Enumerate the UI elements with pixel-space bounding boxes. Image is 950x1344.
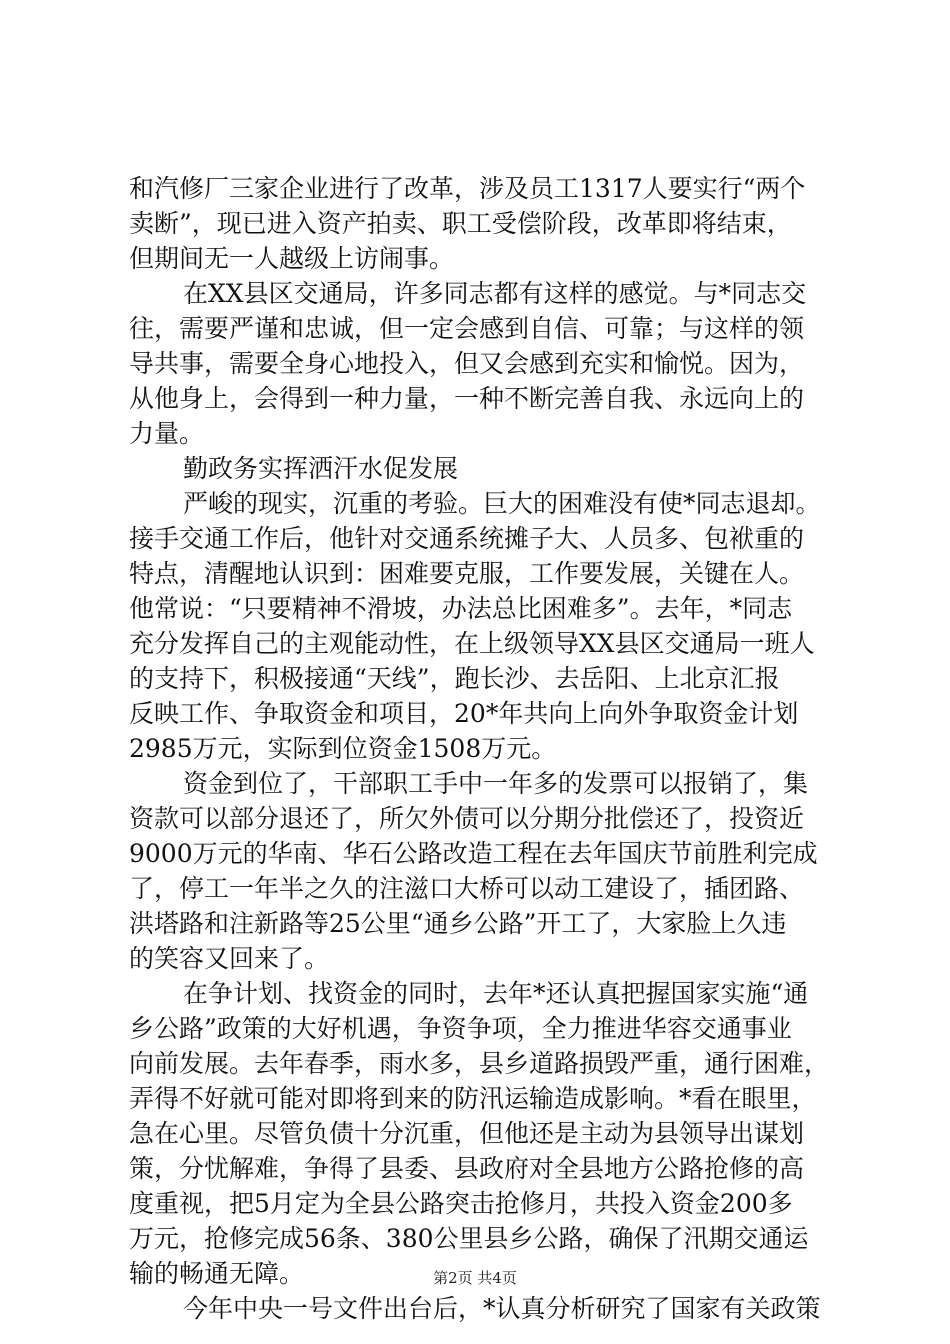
text-line: 从他身上，会得到一种力量，一种不断完善自我、永远向上的 [129,384,805,413]
text-line: 往，需要严谨和忠诚，但一定会感到自信、可靠；与这样的领 [129,314,805,343]
text-line: 输的畅通无障。 [129,1259,305,1288]
text-line: 勤政务实挥洒汗水促发展 [183,454,459,483]
text-line: 度重视，把5月定为全县公路突击抢修月，共投入资金200多 [129,1189,793,1218]
page-footer [0,1268,950,1288]
text-line: 导共事，需要全身心地投入，但又会感到充实和愉悦。因为， [129,349,805,378]
text-line: 反映工作、争取资金和项目，20*年共向上向外争取资金计划 [129,699,799,728]
text-line: 2985万元，实际到位资金1508万元。 [129,734,557,763]
text-line: 严峻的现实，沉重的考验。巨大的困难没有使*同志退却。 [183,489,821,518]
text-line: 和汽修厂三家企业进行了改革，涉及员工1317人要实行“两个 [129,174,806,203]
text-line: 洪塔路和注新路等25公里“通乡公路”开工了，大家脸上久违 [129,909,787,938]
text-line: 的笑容又回来了。 [129,944,330,973]
text-line: 卖断”，现已进入资产拍卖、职工受偿阶段，改革即将结束， [129,209,792,238]
text-line: 了，停工一年半之久的注滋口大桥可以动工建设了，插团路、 [129,874,805,903]
text-line: 今年中央一号文件出台后，*认真分析研究了国家有关政策 [183,1294,821,1323]
text-line: 策，分忧解难，争得了县委、县政府对全县地方公路抢修的高 [129,1154,805,1183]
text-line: 接手交通工作后，他针对交通系统摊子大、人员多、包袱重的 [129,524,805,553]
text-line: 乡公路”政策的大好机遇，争资争项，全力推进华容交通事业 [129,1014,792,1043]
text-line: 的支持下，积极接通“天线”，跑长沙、去岳阳、上北京汇报 [129,664,780,693]
text-line: 急在心里。尽管负债十分沉重，但他还是主动为县领导出谋划 [129,1119,805,1148]
text-line: 弄得不好就可能对即将到来的防汛运输造成影响。*看在眼里， [129,1084,817,1113]
text-line: 力量。 [129,419,205,448]
text-line: 但期间无一人越级上访闹事。 [129,244,455,273]
text-line: 在XX县区交通局，许多同志都有这样的感觉。与*同志交 [183,279,807,308]
text-line: 资金到位了，干部职工手中一年多的发票可以报销了，集 [183,769,809,798]
page-number-label: 第2页 共4页 [433,1269,517,1287]
text-line: 特点，清醒地认识到：困难要克服，工作要发展，关键在人。 [129,559,805,588]
text-line: 在争计划、找资金的同时，去年*还认真把握国家实施“通 [183,979,809,1008]
text-line: 他常说：“只要精神不滑坡，办法总比困难多”。去年，*同志 [129,594,793,623]
text-line: 资款可以部分退还了，所欠外债可以分期分批偿还了，投资近 [129,804,805,833]
text-line: 9000万元的华南、华石公路改造工程在去年国庆节前胜利完成 [129,839,818,868]
text-line: 万元，抢修完成56条、380公里县乡公路，确保了汛期交通运 [129,1224,809,1253]
document-body [129,171,834,1326]
text-line: 向前发展。去年春季，雨水多，县乡道路损毁严重，通行困难， [129,1049,830,1078]
text-line: 充分发挥自己的主观能动性，在上级领导XX县区交通局一班人 [129,629,815,658]
